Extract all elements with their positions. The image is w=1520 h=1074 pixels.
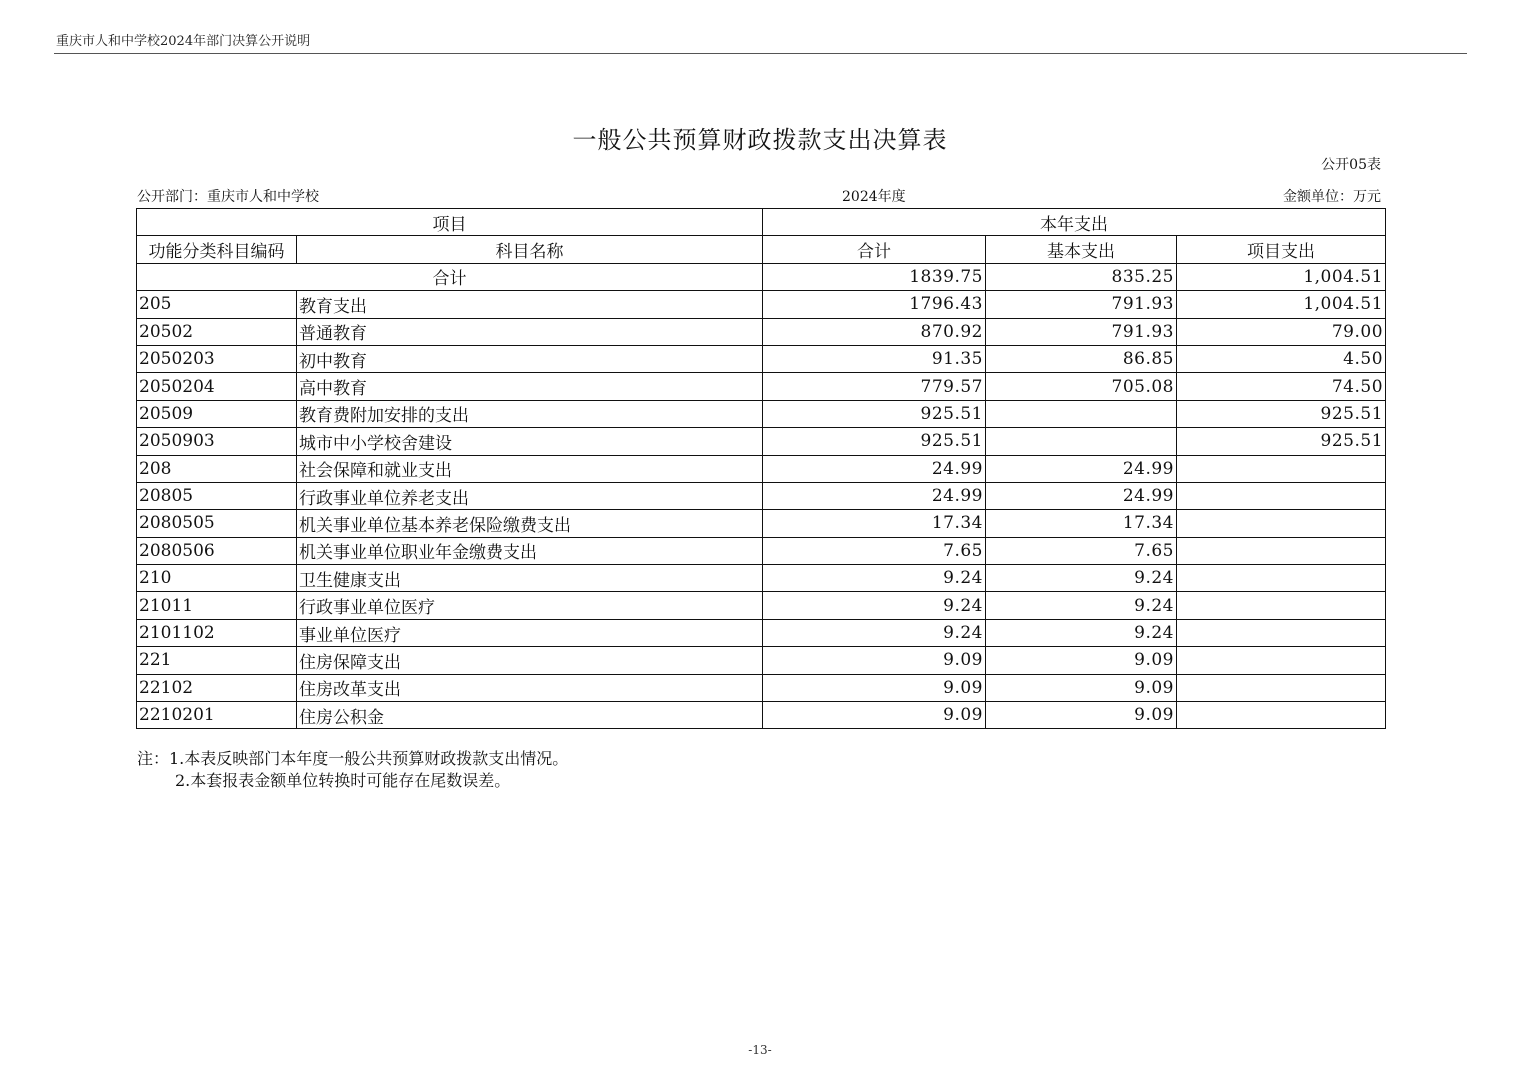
column-header-total: 合计: [763, 236, 986, 263]
row-basic: 7.65: [986, 537, 1177, 564]
row-total: 9.24: [763, 619, 986, 646]
header-divider: [54, 53, 1467, 54]
row-basic: 791.93: [986, 318, 1177, 345]
table-row: [137, 565, 1386, 592]
row-code: 205: [137, 291, 297, 318]
page-number: -13-: [748, 1043, 772, 1057]
row-code: 2210201: [137, 702, 297, 729]
row-total: 9.09: [763, 674, 986, 701]
table-number: 公开05表: [1321, 157, 1381, 173]
table-row: [137, 345, 1386, 372]
row-basic: [986, 400, 1177, 427]
row-name: 机关事业单位基本养老保险缴费支出: [297, 510, 763, 537]
note-2: 2.本套报表金额单位转换时可能存在尾数误差。: [175, 771, 511, 790]
column-header-project: 项目支出: [1177, 236, 1386, 263]
row-name: 高中教育: [297, 373, 763, 400]
row-project: 1,004.51: [1177, 291, 1386, 318]
total-row-basic: 835.25: [986, 263, 1177, 290]
row-basic: 791.93: [986, 291, 1177, 318]
row-code: 2080505: [137, 510, 297, 537]
row-name: 住房改革支出: [297, 674, 763, 701]
row-name: 事业单位医疗: [297, 619, 763, 646]
amount-unit: 金额单位：万元: [1283, 189, 1381, 205]
row-project: 4.50: [1177, 345, 1386, 372]
column-header-code: 功能分类科目编码: [137, 236, 297, 263]
row-project: [1177, 619, 1386, 646]
row-name: 住房公积金: [297, 702, 763, 729]
row-project: [1177, 455, 1386, 482]
row-project: [1177, 702, 1386, 729]
row-project: [1177, 510, 1386, 537]
total-row: [137, 263, 1386, 290]
row-total: 9.24: [763, 565, 986, 592]
row-project: [1177, 482, 1386, 509]
table-title: 一般公共预算财政拨款支出决算表: [572, 126, 948, 154]
row-basic: 24.99: [986, 455, 1177, 482]
table-row: [137, 537, 1386, 564]
row-project: [1177, 647, 1386, 674]
row-total: 24.99: [763, 482, 986, 509]
row-total: 17.34: [763, 510, 986, 537]
row-code: 20509: [137, 400, 297, 427]
table-notes: [137, 748, 568, 792]
note-1: 注：1.本表反映部门本年度一般公共预算财政拨款支出情况。: [137, 749, 569, 768]
row-total: 925.51: [763, 400, 986, 427]
row-total: 9.09: [763, 702, 986, 729]
row-total: 24.99: [763, 455, 986, 482]
row-total: 9.09: [763, 647, 986, 674]
total-row-label: 合计: [137, 263, 763, 290]
row-total: 91.35: [763, 345, 986, 372]
table-row: [137, 482, 1386, 509]
row-total: 7.65: [763, 537, 986, 564]
table-row: [137, 510, 1386, 537]
row-project: 925.51: [1177, 400, 1386, 427]
table-row: [137, 592, 1386, 619]
row-code: 221: [137, 647, 297, 674]
row-basic: 9.24: [986, 565, 1177, 592]
total-row-project: 1,004.51: [1177, 263, 1386, 290]
row-project: 925.51: [1177, 428, 1386, 455]
row-total: 779.57: [763, 373, 986, 400]
row-basic: 9.09: [986, 647, 1177, 674]
table-row: [137, 702, 1386, 729]
group-header-item: 项目: [137, 209, 763, 236]
row-name: 住房保障支出: [297, 647, 763, 674]
row-basic: 9.24: [986, 592, 1177, 619]
row-name: 卫生健康支出: [297, 565, 763, 592]
table-row: [137, 400, 1386, 427]
row-code: 2080506: [137, 537, 297, 564]
row-name: 行政事业单位医疗: [297, 592, 763, 619]
row-project: 79.00: [1177, 318, 1386, 345]
group-header-row: [137, 209, 1386, 236]
table-row: [137, 291, 1386, 318]
group-header-expense: 本年支出: [763, 209, 1386, 236]
row-name: 教育支出: [297, 291, 763, 318]
row-basic: [986, 428, 1177, 455]
row-code: 22102: [137, 674, 297, 701]
row-total: 9.24: [763, 592, 986, 619]
running-header: 重庆市人和中学校2024年部门决算公开说明: [56, 34, 311, 49]
row-code: 208: [137, 455, 297, 482]
row-basic: 86.85: [986, 345, 1177, 372]
row-project: [1177, 592, 1386, 619]
table-row: [137, 455, 1386, 482]
fiscal-year: 2024年度: [842, 189, 906, 205]
column-header-row: [137, 236, 1386, 263]
row-project: 74.50: [1177, 373, 1386, 400]
row-basic: 9.09: [986, 674, 1177, 701]
table-row: [137, 373, 1386, 400]
row-project: [1177, 537, 1386, 564]
row-basic: 24.99: [986, 482, 1177, 509]
row-code: 20805: [137, 482, 297, 509]
row-total: 1796.43: [763, 291, 986, 318]
row-project: [1177, 674, 1386, 701]
row-code: 210: [137, 565, 297, 592]
total-row-total: 1839.75: [763, 263, 986, 290]
row-code: 20502: [137, 318, 297, 345]
row-project: [1177, 565, 1386, 592]
expenditure-table: [136, 208, 1386, 729]
row-total: 925.51: [763, 428, 986, 455]
row-name: 行政事业单位养老支出: [297, 482, 763, 509]
department-label: 公开部门：重庆市人和中学校: [137, 189, 319, 205]
table-row: [137, 674, 1386, 701]
column-header-name: 科目名称: [297, 236, 763, 263]
column-header-basic: 基本支出: [986, 236, 1177, 263]
row-name: 城市中小学校舍建设: [297, 428, 763, 455]
table-row: [137, 619, 1386, 646]
row-name: 教育费附加安排的支出: [297, 400, 763, 427]
row-code: 21011: [137, 592, 297, 619]
row-name: 普通教育: [297, 318, 763, 345]
table-row: [137, 318, 1386, 345]
row-basic: 705.08: [986, 373, 1177, 400]
row-name: 社会保障和就业支出: [297, 455, 763, 482]
row-basic: 9.09: [986, 702, 1177, 729]
row-code: 2050204: [137, 373, 297, 400]
row-code: 2050903: [137, 428, 297, 455]
table-row: [137, 428, 1386, 455]
row-basic: 9.24: [986, 619, 1177, 646]
row-basic: 17.34: [986, 510, 1177, 537]
row-code: 2101102: [137, 619, 297, 646]
row-name: 机关事业单位职业年金缴费支出: [297, 537, 763, 564]
table-row: [137, 647, 1386, 674]
row-name: 初中教育: [297, 345, 763, 372]
row-total: 870.92: [763, 318, 986, 345]
row-code: 2050203: [137, 345, 297, 372]
